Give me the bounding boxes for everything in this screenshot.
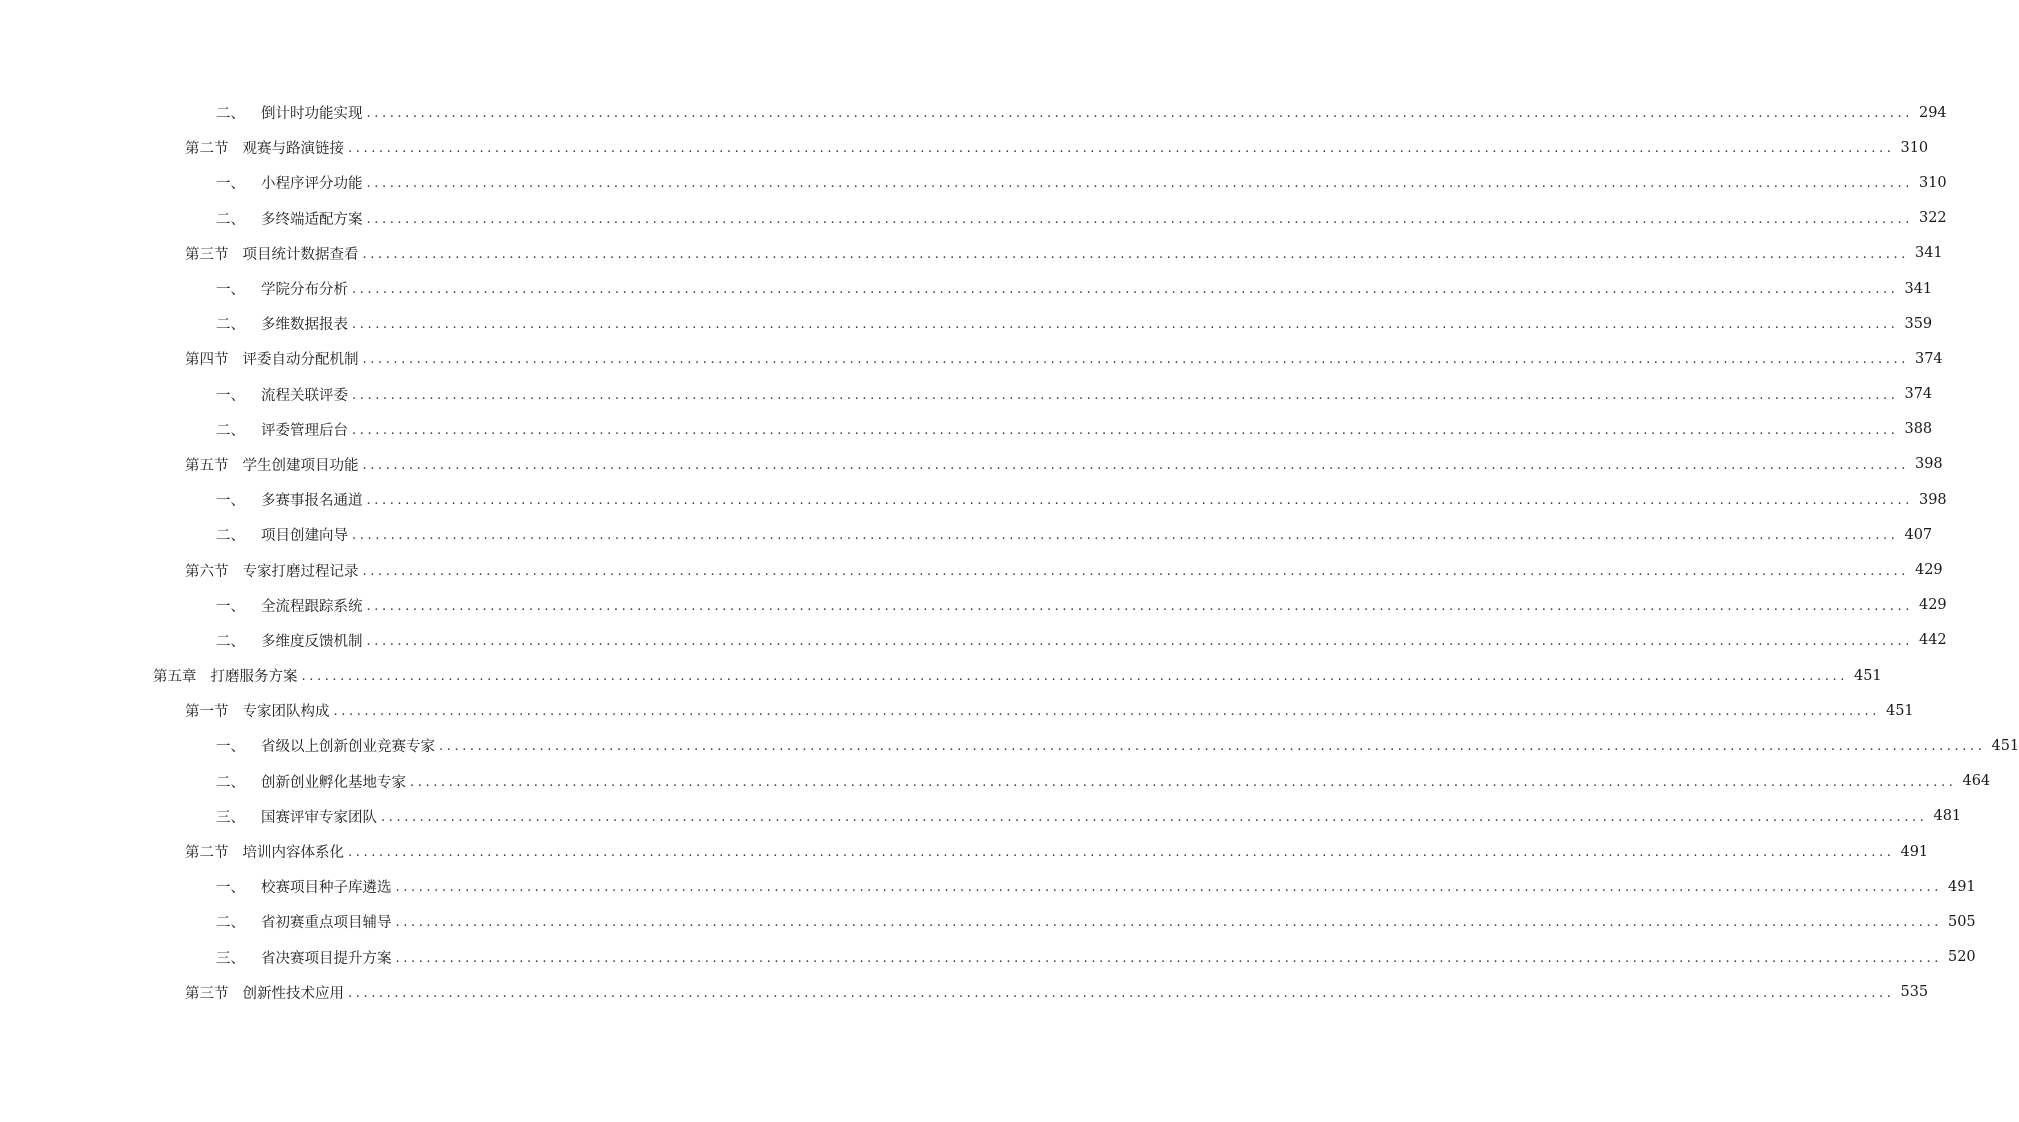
toc-entry-title: 学院分布分析	[261, 282, 348, 299]
dot-leader: ........................................................................................................................................................................................................	[362, 457, 1909, 473]
toc-entry-number: 一、	[216, 598, 245, 615]
toc-entry-section[interactable]	[0, 341, 1943, 376]
toc-entry-subsection[interactable]	[0, 517, 1933, 552]
dot-leader: ........................................................................................................................................................................................................	[366, 106, 1913, 122]
toc-entry-number: 二、	[216, 317, 245, 334]
toc-entry-page-number: 310	[1900, 139, 1929, 156]
toc-entry-title: 专家团队构成	[242, 704, 330, 721]
toc-entry-number: 一、	[216, 387, 245, 404]
toc-entry-subsection[interactable]	[0, 940, 1976, 975]
toc-entry-number: 二、	[216, 774, 245, 791]
toc-entry-subsection[interactable]	[0, 623, 1947, 658]
toc-entry-number: 二、	[216, 633, 245, 650]
toc-entry-title: 项目统计数据查看	[242, 246, 359, 263]
toc-entry-title: 全流程跟踪系统	[261, 598, 363, 615]
toc-entry-page-number: 341	[1914, 245, 1943, 262]
dot-leader: ........................................................................................................................................................................................................	[362, 563, 1909, 579]
dot-leader: ........................................................................................................................................................................................................	[362, 352, 1909, 368]
dot-leader: ........................................................................................................................................................................................................	[410, 774, 1957, 790]
toc-entry-page-number: 464	[1962, 773, 1991, 790]
dot-leader: ........................................................................................................................................................................................................	[352, 317, 1899, 333]
toc-entry-subsection[interactable]	[0, 377, 1933, 412]
dot-leader: ........................................................................................................................................................................................................	[352, 422, 1899, 438]
toc-entry-page-number: 520	[1947, 949, 1976, 966]
toc-entry-title: 校赛项目种子库遴选	[261, 880, 392, 897]
toc-entry-title: 项目创建向导	[261, 528, 348, 545]
toc-entry-subsection[interactable]	[0, 306, 1933, 341]
toc-entry-page-number: 429	[1914, 562, 1943, 579]
toc-entry-page-number: 481	[1933, 808, 1962, 825]
toc-entry-title: 国赛评审专家团队	[261, 809, 377, 826]
toc-entry-number: 一、	[216, 493, 245, 510]
toc-entry-subsection[interactable]	[0, 869, 1976, 904]
toc-entry-title: 多赛事报名通道	[261, 493, 363, 510]
toc-entry-number: 二、	[216, 422, 245, 439]
toc-entry-page-number: 322	[1918, 210, 1947, 227]
dot-leader: ........................................................................................................................................................................................................	[366, 493, 1913, 509]
dot-leader: ........................................................................................................................................................................................................	[352, 387, 1899, 403]
toc-entry-page-number: 388	[1904, 421, 1933, 438]
toc-entry-section[interactable]	[0, 447, 1943, 482]
toc-entry-section[interactable]	[0, 975, 1929, 1010]
dot-leader: ........................................................................................................................................................................................................	[348, 141, 1895, 157]
toc-entry-number: 一、	[216, 282, 245, 299]
toc-entry-number: 第三节	[185, 246, 229, 263]
dot-leader: ........................................................................................................................................................................................................	[395, 880, 1942, 896]
toc-entry-number: 二、	[216, 211, 245, 228]
dot-leader: ........................................................................................................................................................................................................	[366, 633, 1913, 649]
dot-leader: ........................................................................................................................................................................................................	[348, 985, 1895, 1001]
toc-entry-number: 一、	[216, 176, 245, 193]
toc-entry-section[interactable]	[0, 693, 1914, 728]
toc-entry-page-number: 451	[1991, 737, 2019, 754]
toc-entry-number: 三、	[216, 950, 245, 967]
toc-entry-number: 第一节	[185, 704, 229, 721]
dot-leader: ........................................................................................................................................................................................................	[366, 211, 1913, 227]
toc-entry-number: 二、	[216, 915, 245, 932]
toc-entry-page-number: 451	[1885, 702, 1914, 719]
dot-leader: ........................................................................................................................................................................................................	[395, 950, 1942, 966]
toc-entry-title: 培训内容体系化	[242, 845, 344, 862]
toc-entry-number: 第二节	[185, 845, 229, 862]
toc-entry-page-number: 442	[1918, 632, 1947, 649]
toc-entry-title: 小程序评分功能	[261, 176, 363, 193]
toc-entry-title: 评委管理后台	[261, 422, 348, 439]
toc-entry-title: 学生创建项目功能	[242, 457, 359, 474]
toc-entry-title: 省级以上创新创业竞赛专家	[261, 739, 435, 756]
toc-entry-number: 第二节	[185, 141, 229, 158]
dot-leader: ........................................................................................................................................................................................................	[348, 845, 1895, 861]
toc-entry-title: 创新性技术应用	[242, 985, 344, 1002]
toc-entry-page-number: 374	[1914, 350, 1943, 367]
toc-entry-subsection[interactable]	[0, 271, 1933, 306]
toc-entry-subsection[interactable]	[0, 412, 1933, 447]
toc-entry-title: 多终端适配方案	[261, 211, 363, 228]
toc-entry-section[interactable]	[0, 130, 1929, 165]
toc-entry-number: 第四节	[185, 352, 229, 369]
toc-entry-number: 第五章	[153, 669, 197, 686]
dot-leader: ........................................................................................................................................................................................................	[366, 176, 1913, 192]
table-of-contents	[0, 95, 2019, 1010]
toc-entry-title: 观赛与路演链接	[242, 141, 344, 158]
dot-leader: ........................................................................................................................................................................................................	[301, 669, 1848, 685]
toc-entry-page-number: 359	[1904, 315, 1933, 332]
toc-entry-section[interactable]	[0, 236, 1943, 271]
toc-entry-page-number: 407	[1904, 526, 1933, 543]
toc-entry-chapter[interactable]	[0, 658, 1882, 693]
toc-entry-number: 三、	[216, 809, 245, 826]
toc-entry-subsection[interactable]	[0, 588, 1947, 623]
toc-entry-subsection[interactable]	[0, 728, 2019, 763]
toc-entry-page-number: 429	[1918, 597, 1947, 614]
toc-entry-subsection[interactable]	[0, 904, 1976, 939]
toc-entry-title: 多维度反馈机制	[261, 633, 363, 650]
dot-leader: ........................................................................................................................................................................................................	[395, 915, 1942, 931]
dot-leader: ........................................................................................................................................................................................................	[352, 528, 1899, 544]
toc-entry-page-number: 535	[1900, 984, 1929, 1001]
toc-entry-title: 流程关联评委	[261, 387, 348, 404]
dot-leader: ........................................................................................................................................................................................................	[352, 282, 1899, 298]
toc-entry-number: 第五节	[185, 457, 229, 474]
toc-entry-page-number: 451	[1853, 667, 1882, 684]
toc-entry-number: 一、	[216, 880, 245, 897]
toc-entry-subsection[interactable]	[0, 799, 1962, 834]
toc-entry-subsection[interactable]	[0, 482, 1947, 517]
dot-leader: ........................................................................................................................................................................................................	[381, 809, 1928, 825]
toc-entry-number: 二、	[216, 528, 245, 545]
toc-entry-number: 第三节	[185, 985, 229, 1002]
toc-entry-page-number: 374	[1904, 386, 1933, 403]
toc-entry-number: 二、	[216, 106, 245, 123]
toc-entry-title: 省初赛重点项目辅导	[261, 915, 392, 932]
toc-entry-title: 倒计时功能实现	[261, 106, 363, 123]
toc-entry-subsection[interactable]	[0, 165, 1947, 200]
dot-leader: ........................................................................................................................................................................................................	[439, 739, 1986, 755]
toc-entry-number: 一、	[216, 739, 245, 756]
toc-entry-title: 专家打磨过程记录	[242, 563, 359, 580]
toc-entry-page-number: 491	[1900, 843, 1929, 860]
toc-entry-page-number: 398	[1914, 456, 1943, 473]
toc-entry-page-number: 398	[1918, 491, 1947, 508]
toc-entry-title: 评委自动分配机制	[242, 352, 359, 369]
dot-leader: ........................................................................................................................................................................................................	[333, 704, 1880, 720]
toc-entry-page-number: 505	[1947, 913, 1976, 930]
toc-entry-page-number: 341	[1904, 280, 1933, 297]
toc-entry-page-number: 310	[1918, 174, 1947, 191]
toc-entry-page-number: 294	[1918, 104, 1947, 121]
toc-entry-subsection[interactable]	[0, 95, 1947, 130]
dot-leader: ........................................................................................................................................................................................................	[366, 598, 1913, 614]
toc-entry-subsection[interactable]	[0, 764, 1991, 799]
toc-entry-page-number: 491	[1947, 878, 1976, 895]
toc-entry-title: 多维数据报表	[261, 317, 348, 334]
toc-entry-title: 省决赛项目提升方案	[261, 950, 392, 967]
toc-entry-section[interactable]	[0, 834, 1929, 869]
toc-entry-title: 打磨服务方案	[210, 669, 298, 686]
toc-entry-number: 第六节	[185, 563, 229, 580]
dot-leader: ........................................................................................................................................................................................................	[362, 246, 1909, 262]
toc-entry-title: 创新创业孵化基地专家	[261, 774, 406, 791]
toc-entry-section[interactable]	[0, 552, 1943, 587]
toc-entry-subsection[interactable]	[0, 201, 1947, 236]
